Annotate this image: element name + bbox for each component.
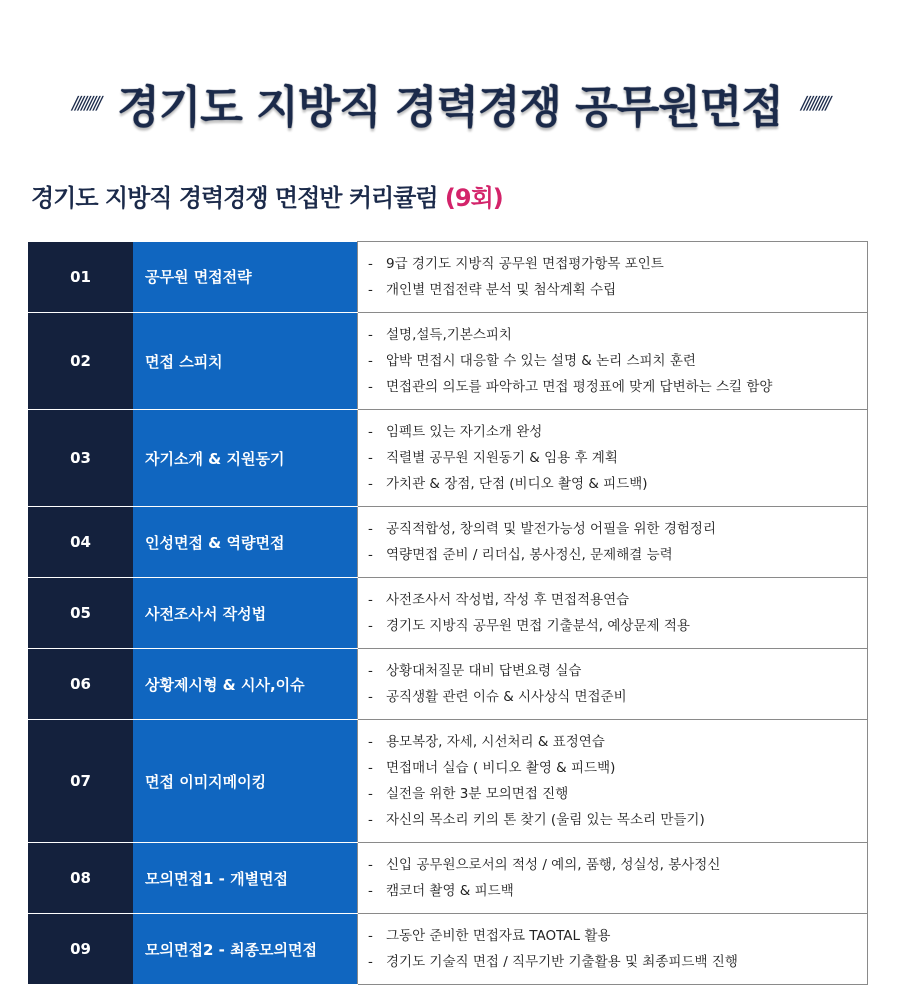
session-details [358, 649, 868, 720]
session-detail-list [368, 852, 867, 904]
session-detail-list [368, 419, 867, 497]
session-detail-list [368, 658, 867, 710]
session-detail-list [368, 516, 867, 568]
session-detail-item: - 9급 경기도 지방직 공무원 면접평가항목 포인트 [368, 251, 867, 277]
session-details [358, 720, 868, 843]
session-topic: 자기소개 & 지원동기 [133, 410, 358, 507]
session-detail-item: - 공직적합성, 창의력 및 발전가능성 어필을 위한 경험정리 [368, 516, 867, 542]
session-details [358, 313, 868, 410]
curriculum-heading-text: 경기도 지방직 경력경쟁 면접반 커리큘럼 [31, 184, 445, 212]
session-detail-item: - 개인별 면접전략 분석 및 첨삭계획 수립 [368, 277, 867, 303]
session-number: 09 [28, 914, 133, 985]
session-details [358, 843, 868, 914]
curriculum-table [28, 241, 868, 985]
session-details [358, 507, 868, 578]
session-details [358, 410, 868, 507]
session-topic: 모의면접2 - 최종모의면접 [133, 914, 358, 985]
session-detail-item: - 그동안 준비한 면접자료 TAOTAL 활용 [368, 923, 867, 949]
session-detail-item: - 공직생활 관련 이슈 & 시사상식 면접준비 [368, 684, 867, 710]
session-number: 04 [28, 507, 133, 578]
session-details [358, 578, 868, 649]
curriculum-row [28, 843, 868, 914]
session-details [358, 242, 868, 313]
session-number: 06 [28, 649, 133, 720]
session-detail-item: - 캠코더 촬영 & 피드백 [368, 878, 867, 904]
session-detail-item: - 직렬별 공무원 지원동기 & 임용 후 계획 [368, 445, 867, 471]
session-number: 05 [28, 578, 133, 649]
curriculum-row [28, 720, 868, 843]
session-detail-item: - 상황대처질문 대비 답변요령 실습 [368, 658, 867, 684]
session-detail-item: - 임펙트 있는 자기소개 완성 [368, 419, 867, 445]
session-number: 01 [28, 242, 133, 313]
session-number: 07 [28, 720, 133, 843]
session-detail-item: - 설명,설득,기본스피치 [368, 322, 867, 348]
session-detail-item: - 자신의 목소리 키의 톤 찾기 (울림 있는 목소리 만들기) [368, 807, 867, 833]
session-detail-list [368, 923, 867, 975]
curriculum-row [28, 313, 868, 410]
title-banner [0, 68, 900, 138]
session-detail-list [368, 587, 867, 639]
session-detail-list [368, 251, 867, 303]
decorative-slashes-left: ///////// [69, 92, 102, 114]
curriculum-row [28, 242, 868, 313]
session-detail-item: - 면접관의 의도를 파악하고 면접 평정표에 맞게 답변하는 스킬 함양 [368, 374, 867, 400]
session-detail-item: - 경기도 지방직 공무원 면접 기출분석, 예상문제 적용 [368, 613, 867, 639]
session-number: 08 [28, 843, 133, 914]
session-topic: 모의면접1 - 개별면접 [133, 843, 358, 914]
session-details [358, 914, 868, 985]
session-topic: 공무원 면접전략 [133, 242, 358, 313]
curriculum-heading [31, 178, 503, 213]
curriculum-row [28, 507, 868, 578]
session-detail-item: - 면접매너 실습 ( 비디오 촬영 & 피드백) [368, 755, 867, 781]
curriculum-row [28, 578, 868, 649]
session-count-badge: (9회) [444, 184, 503, 212]
session-topic: 사전조사서 작성법 [133, 578, 358, 649]
session-detail-item: - 사전조사서 작성법, 작성 후 면접적용연습 [368, 587, 867, 613]
session-number: 02 [28, 313, 133, 410]
session-topic: 면접 스피치 [133, 313, 358, 410]
session-topic: 상황제시형 & 시사,이슈 [133, 649, 358, 720]
session-detail-item: - 경기도 기술직 면접 / 직무기반 기출활용 및 최종피드백 진행 [368, 949, 867, 975]
page-title: 경기도 지방직 경력경쟁 공무원면접 [117, 82, 783, 133]
session-number: 03 [28, 410, 133, 507]
session-detail-item: - 압박 면접시 대응할 수 있는 설명 & 논리 스피치 훈련 [368, 348, 867, 374]
curriculum-row [28, 914, 868, 985]
session-topic: 인성면접 & 역량면접 [133, 507, 358, 578]
curriculum-table-body [28, 242, 868, 985]
session-detail-item: - 가치관 & 장점, 단점 (비디오 촬영 & 피드백) [368, 471, 867, 497]
curriculum-row [28, 410, 868, 507]
session-detail-item: - 역량면접 준비 / 리더십, 봉사정신, 문제해결 능력 [368, 542, 867, 568]
decorative-slashes-right: ///////// [798, 92, 831, 114]
session-detail-list [368, 322, 867, 400]
session-detail-item: - 실전을 위한 3분 모의면접 진행 [368, 781, 867, 807]
session-detail-item: - 신입 공무원으로서의 적성 / 예의, 품행, 성실성, 봉사정신 [368, 852, 867, 878]
session-topic: 면접 이미지메이킹 [133, 720, 358, 843]
session-detail-list [368, 729, 867, 833]
curriculum-row [28, 649, 868, 720]
session-detail-item: - 용모복장, 자세, 시선처리 & 표정연습 [368, 729, 867, 755]
